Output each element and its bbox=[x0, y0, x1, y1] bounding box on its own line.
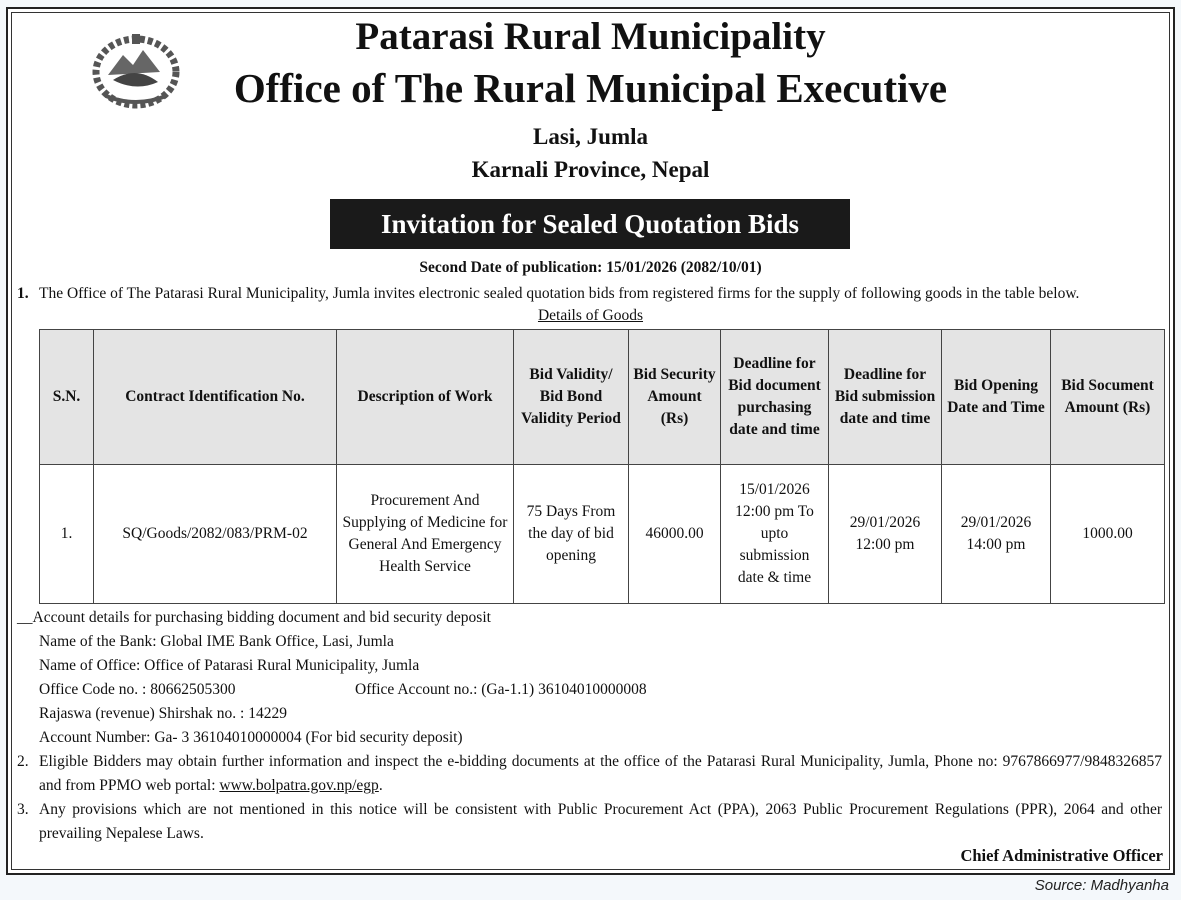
header-description: Description of Work bbox=[337, 330, 514, 465]
para2-body: Eligible Bidders may obtain further information and inspect the e-bidding documents at the office of the Patarasi Rural Municipality, Jumla, Phone no: 9767866977/9848326857 and from PPMO web portal: bbox=[39, 753, 1162, 794]
cell-bid-validity: 75 Days From the day of bid opening bbox=[514, 465, 629, 604]
rajaswa-number: Rajaswa (revenue) Shirshak no. : 14229 bbox=[39, 705, 287, 722]
cell-bid-opening: 29/01/2026 14:00 pm bbox=[942, 465, 1051, 604]
cell-document-amount: 1000.00 bbox=[1051, 465, 1165, 604]
para3-text: Any provisions which are not mentioned in this notice will be consistent with Public Procurement Act (PPA), 2063 Public Procurement Regulations (PPR), 2064 and other prevailing Nepalese Laws. bbox=[39, 801, 1162, 842]
municipality-title: Patarasi Rural Municipality bbox=[355, 15, 826, 58]
office-code: Office Code no. : 80662505300 bbox=[39, 681, 236, 698]
cell-contract-id: SQ/Goods/2082/083/PRM-02 bbox=[94, 465, 337, 604]
table-header-row bbox=[40, 330, 1165, 465]
header-contract-id: Contract Identification No. bbox=[94, 330, 337, 465]
cell-sn: 1. bbox=[40, 465, 94, 604]
account-heading: __Account details for purchasing bidding document and bid security deposit bbox=[17, 609, 491, 626]
source-credit: Source: Madhyanha bbox=[1034, 877, 1169, 894]
header-bid-opening: Bid Opening Date and Time bbox=[942, 330, 1051, 465]
header-bid-security: Bid Security Amount (Rs) bbox=[629, 330, 721, 465]
para2-number: 2. bbox=[17, 753, 29, 770]
cell-submission-deadline: 29/01/2026 12:00 pm bbox=[829, 465, 942, 604]
para2-text bbox=[39, 750, 1162, 798]
signature-title: Chief Administrative Officer bbox=[960, 846, 1163, 865]
cell-description: Procurement And Supplying of Medicine for General And Emergency Health Service bbox=[337, 465, 514, 604]
para2-end: . bbox=[378, 777, 383, 794]
header-document-amount: Bid Socument Amount (Rs) bbox=[1051, 330, 1165, 465]
account-number: Account Number: Ga- 3 36104010000004 (For bid security deposit) bbox=[39, 729, 463, 746]
publication-date: Second Date of publication: 15/01/2026 (2082/10/01) bbox=[419, 259, 762, 276]
table-row bbox=[40, 465, 1165, 604]
address-line-2: Karnali Province, Nepal bbox=[471, 157, 710, 182]
bank-name: Name of the Bank: Global IME Bank Office, Lasi, Jumla bbox=[39, 633, 394, 650]
header-doc-deadline: Deadline for Bid document purchasing date and time bbox=[721, 330, 829, 465]
para1-number: 1. bbox=[17, 285, 29, 302]
office-name: Name of Office: Office of Patarasi Rural Municipality, Jumla bbox=[39, 657, 420, 674]
header-bid-validity: Bid Validity/ Bid Bond Validity Period bbox=[514, 330, 629, 465]
para1-text: The Office of The Patarasi Rural Municipality, Jumla invites electronic sealed quotation bids from registered firms for the supply of following goods in the table below. bbox=[39, 285, 1080, 302]
notice-banner: Invitation for Sealed Quotation Bids bbox=[330, 199, 850, 249]
para3-number: 3. bbox=[17, 801, 29, 818]
ppmo-link[interactable]: www.bolpatra.gov.np/egp bbox=[219, 777, 379, 794]
header-submission-deadline: Deadline for Bid submission date and time bbox=[829, 330, 942, 465]
office-account: Office Account no.: (Ga-1.1) 36104010000008 bbox=[355, 681, 647, 698]
goods-table bbox=[39, 329, 1165, 604]
table-caption: Details of Goods bbox=[537, 307, 644, 324]
office-title: Office of The Rural Municipal Executive bbox=[233, 65, 948, 111]
address-line-1: Lasi, Jumla bbox=[532, 124, 649, 149]
cell-bid-security: 46000.00 bbox=[629, 465, 721, 604]
cell-doc-deadline: 15/01/2026 12:00 pm To upto submission date & time bbox=[721, 465, 829, 604]
header-sn: S.N. bbox=[40, 330, 94, 465]
